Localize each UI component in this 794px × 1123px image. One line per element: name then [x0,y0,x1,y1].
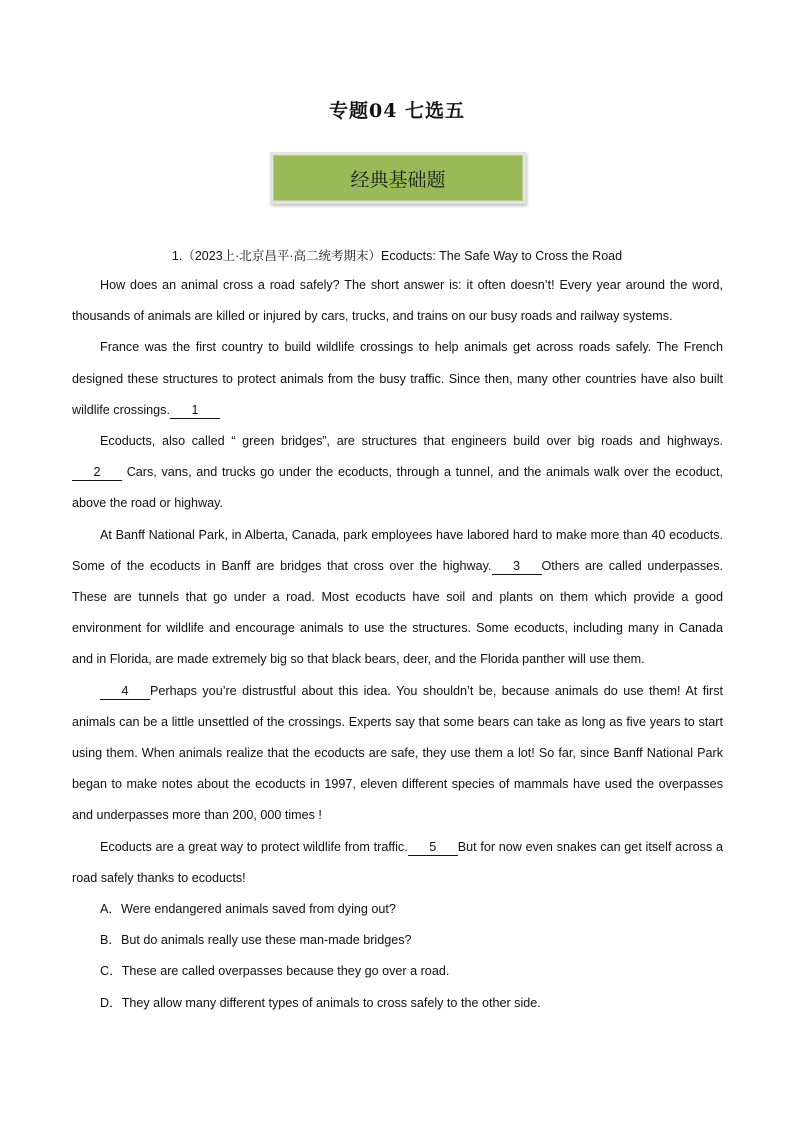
blank-2[interactable]: 2 [72,465,122,481]
passage [72,270,723,1019]
paragraph-1: How does an animal cross a road safely? The short answer is: it often doesn’t! Every year around the word, thousands of animals are killed or injured by cars, trucks, and trains on our busy roads and railway systems. [72,278,723,324]
paragraph-5: 4 Perhaps you’re distrustful about this idea. You shouldn’t be, because animals do use them! At first animals can be a little unsettled of the crossings. Experts say that some bears can take as long as five years to start using them. When animals realize that the ecoducts are safe, they use them a lot! So far, since Banff National Park began to make notes about the ecoducts in 1997, eleven different species of mammals have used the overpasses and underpasses more than 200, 000 times ! [72,683,723,823]
page-title: 专题04 七选五 [328,100,466,122]
option-a[interactable]: A．Were endangered animals saved from dying out? [100,902,396,917]
paragraph-2: France was the first country to build wildlife crossings to help animals get across roads safely. The French designed these structures to protect animals from the busy traffic. Since then, many other countries have also built wildlife crossings. 1 [72,340,723,417]
section-banner [270,152,526,204]
paragraph-3: Ecoducts, also called “ green bridges”, are structures that engineers build over big roads and highways.2 Cars, vans, and trucks go under the ecoducts, through a tunnel, and the animals walk over the ecoduct, above the road or highway. [72,434,723,511]
paragraph-4: At Banff National Park, in Alberta, Canada, park employees have labored hard to make more than 40 ecoducts. Some of the ecoducts in Banff are bridges that cross over the highway. 3 Others are called underpasses. These are tunnels that go under a road. Most ecoducts have soil and plants on them which provide a good environment for wildlife and encourage animals to use the structures. Some ecoducts, including many in Canada and in Florida, are made extremely big so that black bears, deer, and the Florida panther will use them. [72,527,723,667]
blank-3[interactable]: 3 [492,559,542,575]
option-b[interactable]: B．But do animals really use these man-made bridges? [100,933,412,948]
section-banner-label: 经典基础题 [273,155,523,201]
paragraph-6: Ecoducts are a great way to protect wildlife from traffic. 5 But for now even snakes can get itself across a road safely thanks to ecoducts! [72,839,723,885]
blank-5[interactable]: 5 [408,840,458,856]
question-heading: 1.（2023上·北京昌平·高二统考期末）Ecoducts: The Safe Way to Cross the Road [171,249,623,263]
option-d[interactable]: D．They allow many different types of animals to cross safely to the other side. [100,995,541,1010]
blank-4[interactable]: 4 [100,684,150,700]
option-c[interactable]: C．These are called overpasses because they go over a road. [100,964,450,979]
blank-1[interactable]: 1 [170,403,220,419]
